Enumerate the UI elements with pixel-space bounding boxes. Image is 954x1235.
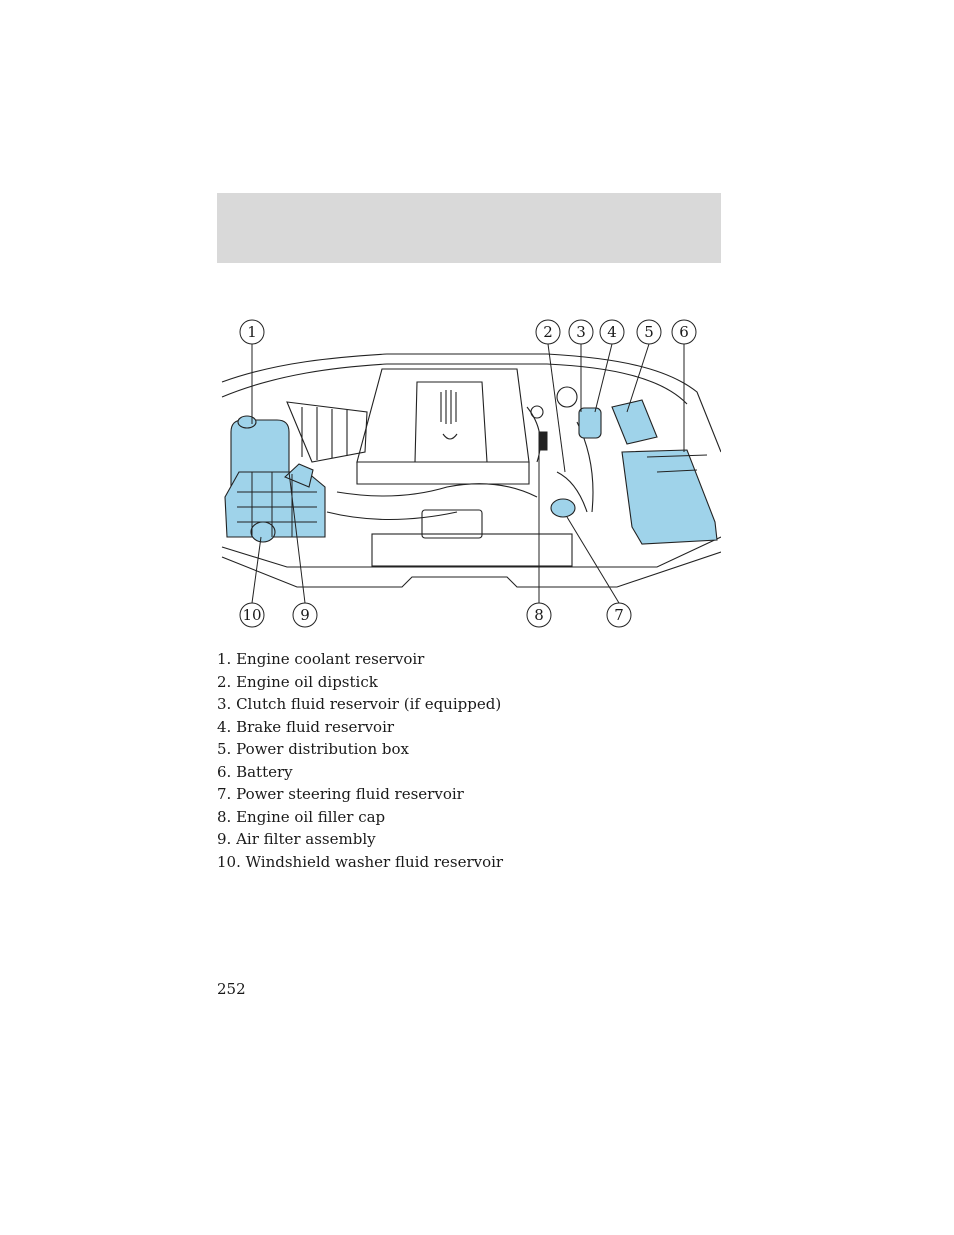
svg-text:3: 3 [576, 323, 586, 341]
legend-item: 10. Windshield washer fluid reservoir [217, 852, 504, 871]
coolant-cap-shape [238, 416, 256, 428]
callout-2 [536, 320, 560, 344]
svg-text:4: 4 [607, 323, 617, 341]
svg-text:10: 10 [242, 606, 262, 624]
power-steering-cap-shape [551, 499, 575, 517]
legend-item: 1. Engine coolant reservoir [217, 650, 425, 668]
legend-item: 9. Air filter assembly [217, 830, 376, 848]
svg-text:9: 9 [300, 606, 310, 624]
callout-10 [240, 603, 264, 627]
svg-text:5: 5 [644, 323, 654, 341]
svg-text:6: 6 [679, 323, 689, 341]
callout-9 [293, 603, 317, 627]
legend-item: 8. Engine oil filler cap [217, 807, 386, 826]
legend-item: 3. Clutch fluid reservoir (if equipped) [217, 695, 502, 713]
svg-text:7: 7 [614, 606, 624, 624]
engine-compartment-diagram [217, 312, 721, 637]
legend-item: 5. Power distribution box [217, 740, 409, 758]
section-header-band [217, 193, 721, 263]
legend-item: 4. Brake fluid reservoir [217, 717, 395, 736]
legend-item: 2. Engine oil dipstick [217, 672, 378, 691]
svg-text:8: 8 [534, 606, 544, 624]
callout-1 [240, 320, 264, 344]
legend-item: 7. Power steering fluid reservoir [217, 785, 464, 803]
battery-shape [622, 450, 717, 544]
callout-7 [607, 603, 631, 627]
legend-item: 6. Battery [217, 762, 293, 781]
washer-cap-shape [251, 522, 275, 542]
brake-reservoir-shape [579, 408, 601, 438]
callout-4 [600, 320, 624, 344]
svg-text:1: 1 [247, 323, 257, 341]
callout-3 [569, 320, 593, 344]
leader-lines [252, 344, 684, 603]
power-distribution-box-shape [612, 400, 657, 444]
callout-5 [637, 320, 661, 344]
callout-8 [527, 603, 551, 627]
component-legend [217, 648, 503, 873]
callout-6 [672, 320, 696, 344]
page-number: 252 [217, 980, 246, 998]
svg-text:2: 2 [543, 323, 553, 341]
